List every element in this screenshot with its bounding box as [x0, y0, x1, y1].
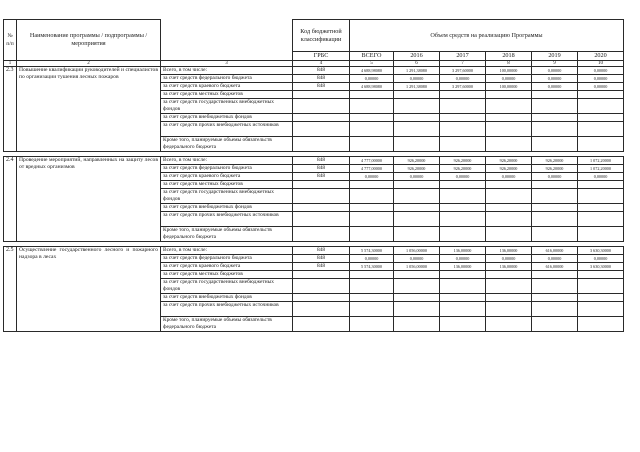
empty-cell — [350, 122, 394, 137]
funding-source: за счет средств федерального бюджета — [161, 165, 293, 173]
amount-cell: 0,00000 — [440, 75, 486, 83]
empty-cell — [350, 114, 394, 122]
empty-cell — [394, 302, 440, 317]
empty-cell — [486, 181, 532, 189]
amount-cell: 100,00000 — [486, 83, 532, 91]
empty-cell — [532, 122, 578, 137]
column-index: 4 — [293, 61, 350, 67]
empty-cell — [350, 91, 394, 99]
amount-cell: 0,00000 — [350, 255, 394, 263]
empty-cell — [486, 227, 532, 242]
amount-cell: 926,20000 — [394, 157, 440, 165]
amount-cell: 136,00000 — [440, 263, 486, 271]
header-2016: 2016 — [394, 52, 440, 61]
empty-cell — [578, 227, 624, 242]
amount-cell: 1 291,38080 — [394, 67, 440, 75]
empty-cell — [486, 91, 532, 99]
empty-cell — [440, 91, 486, 99]
empty-cell — [350, 271, 394, 279]
empty-cell — [486, 137, 532, 152]
amount-cell: 1 072,20000 — [578, 165, 624, 173]
amount-cell: 0,00000 — [532, 173, 578, 181]
header-2017: 2017 — [440, 52, 486, 61]
empty-cell — [350, 99, 394, 114]
header-2019: 2019 — [532, 52, 578, 61]
funding-source: за счет средств государственных внебюджетных фондов — [161, 189, 293, 204]
empty-cell — [578, 181, 624, 189]
section-name: Проведение мероприятий, направленных на защиту лесов от вредных организмов — [17, 157, 161, 242]
empty-cell — [350, 204, 394, 212]
empty-cell — [486, 204, 532, 212]
empty-cell — [293, 99, 350, 114]
empty-cell — [350, 302, 394, 317]
empty-cell — [440, 302, 486, 317]
empty-cell — [293, 317, 350, 332]
amount-cell: 0,00000 — [486, 173, 532, 181]
empty-cell — [394, 114, 440, 122]
empty-cell — [440, 189, 486, 204]
amount-cell: 3 297,60000 — [440, 83, 486, 91]
empty-cell — [486, 189, 532, 204]
amount-cell: 1 072,20000 — [578, 157, 624, 165]
empty-cell — [293, 212, 350, 227]
amount-cell: 0,00000 — [440, 255, 486, 263]
amount-cell: 0,00000 — [578, 255, 624, 263]
grbs-code: 848 — [293, 83, 350, 91]
empty-cell — [532, 181, 578, 189]
amount-cell: 0,00000 — [532, 255, 578, 263]
column-index: 2 — [17, 61, 161, 67]
empty-cell — [440, 279, 486, 294]
empty-cell — [394, 294, 440, 302]
empty-cell — [532, 212, 578, 227]
empty-cell — [440, 212, 486, 227]
funding-source: за счет средств государственных внебюджетных фондов — [161, 279, 293, 294]
amount-cell: 136,00000 — [486, 263, 532, 271]
empty-cell — [486, 294, 532, 302]
amount-cell: 0,00000 — [578, 173, 624, 181]
empty-cell — [440, 114, 486, 122]
empty-cell — [532, 91, 578, 99]
amount-cell: 0,00000 — [578, 67, 624, 75]
empty-cell — [578, 122, 624, 137]
funding-source: за счет средств местных бюджетов — [161, 271, 293, 279]
empty-cell — [486, 114, 532, 122]
grbs-code: 848 — [293, 263, 350, 271]
empty-cell — [350, 227, 394, 242]
funding-source: за счет средств федерального бюджета — [161, 255, 293, 263]
amount-cell: 5 574,30000 — [350, 263, 394, 271]
amount-cell: 0,00000 — [394, 255, 440, 263]
amount-cell: 0,00000 — [440, 173, 486, 181]
amount-cell: 926,20000 — [532, 157, 578, 165]
column-index: 5 — [350, 61, 394, 67]
empty-cell — [350, 189, 394, 204]
empty-cell — [440, 122, 486, 137]
amount-cell: 0,00000 — [486, 255, 532, 263]
empty-cell — [350, 212, 394, 227]
amount-cell: 926,20000 — [440, 165, 486, 173]
amount-cell: 926,20000 — [486, 165, 532, 173]
empty-cell — [350, 317, 394, 332]
amount-cell: 616,00000 — [532, 263, 578, 271]
funding-source: за счет средств федерального бюджета — [161, 75, 293, 83]
empty-cell — [486, 271, 532, 279]
empty-cell — [350, 181, 394, 189]
section-number: 2.5 — [4, 247, 17, 332]
empty-cell — [293, 302, 350, 317]
grbs-code: 848 — [293, 173, 350, 181]
empty-cell — [486, 122, 532, 137]
empty-cell — [532, 137, 578, 152]
amount-cell: 0,00000 — [532, 67, 578, 75]
funding-source: за счет средств государственных внебюджетных фондов — [161, 99, 293, 114]
header-num: № п/п — [4, 20, 17, 61]
amount-cell: 4 688,98080 — [350, 67, 394, 75]
empty-cell — [293, 204, 350, 212]
empty-cell — [394, 122, 440, 137]
amount-cell: 5 574,30000 — [350, 247, 394, 255]
program-funding-table — [3, 19, 624, 332]
empty-cell — [350, 294, 394, 302]
empty-cell — [394, 271, 440, 279]
amount-cell: 1 056,00000 — [394, 263, 440, 271]
header-volume: Объем средств на реализацию Программы — [350, 20, 624, 52]
empty-cell — [486, 99, 532, 114]
amount-cell: 1 291,38080 — [394, 83, 440, 91]
empty-cell — [578, 302, 624, 317]
empty-cell — [532, 271, 578, 279]
amount-cell: 616,00000 — [532, 247, 578, 255]
amount-cell: 0,00000 — [394, 75, 440, 83]
empty-cell — [532, 227, 578, 242]
empty-cell — [532, 204, 578, 212]
empty-cell — [440, 137, 486, 152]
empty-cell — [440, 227, 486, 242]
funding-source: за счет средств краевого бюджета — [161, 83, 293, 91]
amount-cell: 0,00000 — [486, 75, 532, 83]
amount-cell: 0,00000 — [532, 83, 578, 91]
section-number: 2.4 — [4, 157, 17, 242]
amount-cell: 926,20000 — [532, 165, 578, 173]
amount-cell: 0,00000 — [578, 75, 624, 83]
empty-cell — [532, 114, 578, 122]
empty-cell — [394, 181, 440, 189]
amount-cell: 3 297,60000 — [440, 67, 486, 75]
empty-cell — [532, 189, 578, 204]
empty-cell — [394, 279, 440, 294]
amount-cell: 100,00000 — [486, 67, 532, 75]
column-index: 1 — [4, 61, 17, 67]
empty-cell — [293, 137, 350, 152]
grbs-code: 848 — [293, 247, 350, 255]
empty-cell — [394, 99, 440, 114]
amount-cell: 136,00000 — [440, 247, 486, 255]
empty-cell — [293, 227, 350, 242]
amount-cell: 0,00000 — [394, 173, 440, 181]
amount-cell: 4 777,00000 — [350, 165, 394, 173]
funding-source: за счет средств внебюджетных фондов — [161, 114, 293, 122]
empty-cell — [350, 279, 394, 294]
section-number: 2.3 — [4, 67, 17, 152]
header-grbs: ГРБС — [293, 52, 350, 61]
empty-cell — [578, 317, 624, 332]
empty-cell — [578, 91, 624, 99]
empty-cell — [532, 279, 578, 294]
funding-source: Всего, в том числе: — [161, 67, 293, 75]
amount-cell: 0,00000 — [578, 83, 624, 91]
funding-source: за счет средств краевого бюджета — [161, 263, 293, 271]
empty-cell — [440, 181, 486, 189]
column-index: 7 — [440, 61, 486, 67]
grbs-code: 848 — [293, 165, 350, 173]
column-index: 8 — [486, 61, 532, 67]
empty-cell — [293, 279, 350, 294]
header-code: Код бюджетной классификации — [293, 20, 350, 52]
header-2020: 2020 — [578, 52, 624, 61]
funding-source: за счет средств прочих внебюджетных источников — [161, 212, 293, 227]
funding-source: за счет средств местных бюджетов — [161, 91, 293, 99]
amount-cell: 3 630,30000 — [578, 247, 624, 255]
amount-cell: 1 056,00000 — [394, 247, 440, 255]
empty-cell — [578, 137, 624, 152]
funding-source: Кроме того, планируемые объемы обязательств федерального бюджета — [161, 317, 293, 332]
empty-cell — [440, 99, 486, 114]
empty-cell — [578, 279, 624, 294]
amount-cell: 0,00000 — [532, 75, 578, 83]
empty-cell — [578, 189, 624, 204]
funding-source: за счет средств прочих внебюджетных источников — [161, 122, 293, 137]
funding-source: за счет средств местных бюджетов — [161, 181, 293, 189]
amount-cell: 4 688,98080 — [350, 83, 394, 91]
empty-cell — [394, 137, 440, 152]
empty-cell — [578, 204, 624, 212]
empty-cell — [394, 189, 440, 204]
amount-cell: 3 630,30000 — [578, 263, 624, 271]
table-row — [4, 67, 624, 75]
amount-cell: 926,20000 — [394, 165, 440, 173]
empty-cell — [293, 122, 350, 137]
section-name: Осуществление государственного лесного и пожарного надзора в лесах — [17, 247, 161, 332]
funding-source: Кроме того, планируемые объемы обязательств федерального бюджета — [161, 227, 293, 242]
funding-source: Всего, в том числе: — [161, 247, 293, 255]
grbs-code: 848 — [293, 157, 350, 165]
funding-source: за счет средств прочих внебюджетных источников — [161, 302, 293, 317]
header-2018: 2018 — [486, 52, 532, 61]
empty-cell — [293, 91, 350, 99]
funding-source: Кроме того, планируемые объемы обязательств федерального бюджета — [161, 137, 293, 152]
header-total: ВСЕГО — [350, 52, 394, 61]
amount-cell: 0,00000 — [350, 173, 394, 181]
empty-cell — [578, 114, 624, 122]
grbs-code: 848 — [293, 67, 350, 75]
empty-cell — [293, 271, 350, 279]
empty-cell — [486, 302, 532, 317]
empty-cell — [293, 181, 350, 189]
empty-cell — [293, 294, 350, 302]
empty-cell — [394, 212, 440, 227]
amount-cell: 0,00000 — [350, 75, 394, 83]
column-index: 10 — [578, 61, 624, 67]
column-index: 6 — [394, 61, 440, 67]
amount-cell: 926,20000 — [440, 157, 486, 165]
table-row — [4, 157, 624, 165]
header-name: Наименование программы / подпрограммы / мероприятия — [17, 20, 161, 61]
empty-cell — [578, 294, 624, 302]
empty-cell — [578, 271, 624, 279]
amount-cell: 926,20000 — [486, 157, 532, 165]
empty-cell — [532, 99, 578, 114]
column-index: 9 — [532, 61, 578, 67]
section-name: Повышение квалификации руководителей и специалистов по организации тушения лесных пожаров — [17, 67, 161, 152]
funding-source: за счет средств внебюджетных фондов — [161, 294, 293, 302]
amount-cell: 136,00000 — [486, 247, 532, 255]
empty-cell — [486, 212, 532, 227]
empty-cell — [293, 189, 350, 204]
funding-source: за счет средств краевого бюджета — [161, 173, 293, 181]
empty-cell — [293, 114, 350, 122]
empty-cell — [532, 294, 578, 302]
empty-cell — [486, 317, 532, 332]
empty-cell — [578, 99, 624, 114]
grbs-code: 848 — [293, 255, 350, 263]
empty-cell — [440, 271, 486, 279]
funding-source: Всего, в том числе: — [161, 157, 293, 165]
header-blank — [161, 20, 293, 61]
empty-cell — [440, 317, 486, 332]
empty-cell — [394, 317, 440, 332]
empty-cell — [394, 227, 440, 242]
empty-cell — [440, 204, 486, 212]
grbs-code: 848 — [293, 75, 350, 83]
empty-cell — [486, 279, 532, 294]
table-row — [4, 247, 624, 255]
column-index: 3 — [161, 61, 293, 67]
empty-cell — [394, 91, 440, 99]
empty-cell — [532, 302, 578, 317]
funding-source: за счет средств внебюджетных фондов — [161, 204, 293, 212]
amount-cell: 4 777,00000 — [350, 157, 394, 165]
empty-cell — [394, 204, 440, 212]
empty-cell — [532, 317, 578, 332]
empty-cell — [578, 212, 624, 227]
empty-cell — [440, 294, 486, 302]
empty-cell — [350, 137, 394, 152]
